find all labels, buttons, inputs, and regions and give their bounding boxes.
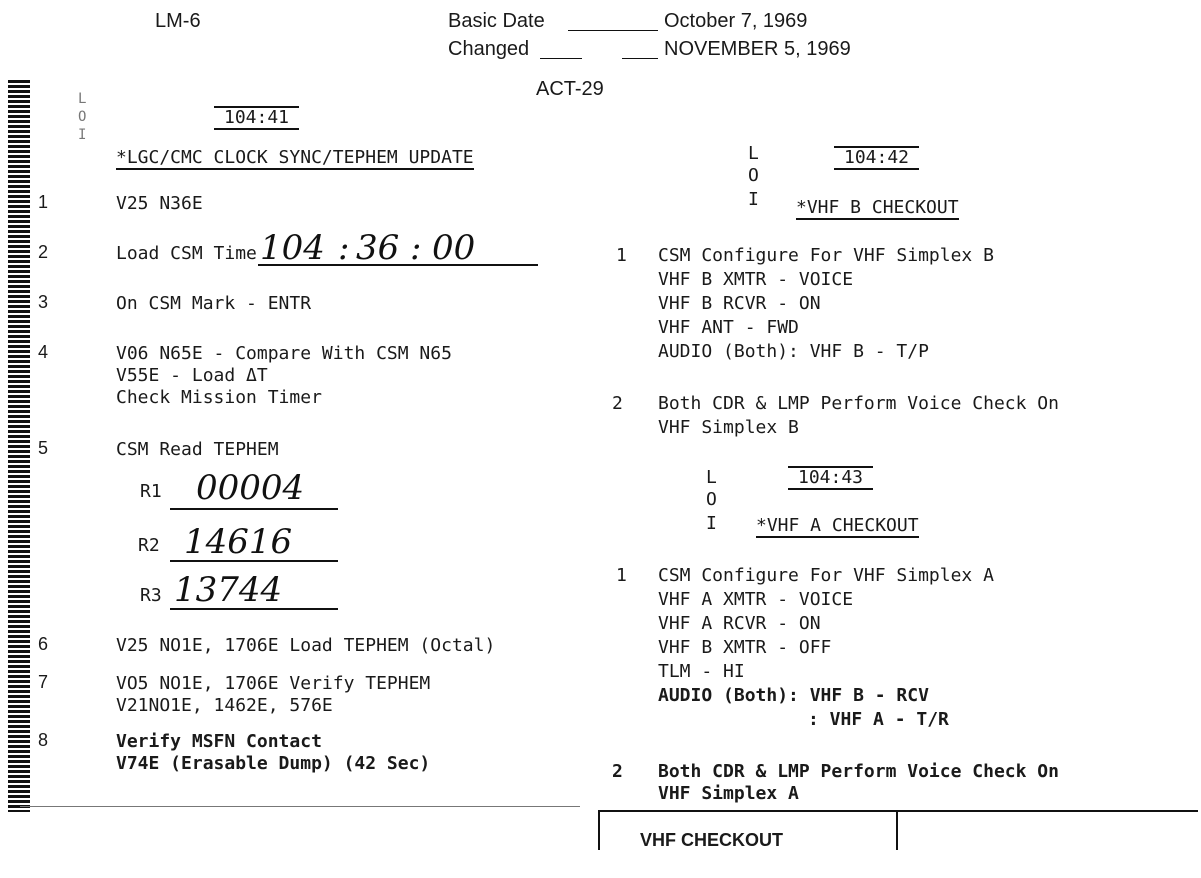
- step-text: CSM Configure For VHF Simplex B: [658, 245, 994, 266]
- step-text: Both CDR & LMP Perform Voice Check On: [658, 761, 1059, 782]
- step-text: CSM Read TEPHEM: [116, 439, 279, 460]
- loi-o: O: [706, 489, 717, 510]
- step-number: 3: [38, 292, 49, 312]
- footer-section-title: VHF CHECKOUT: [640, 830, 783, 850]
- step-text: Check Mission Timer: [116, 387, 322, 408]
- changed-value: NOVEMBER 5, 1969: [664, 38, 851, 60]
- footer-tab-right-edge: [896, 810, 898, 850]
- margin-loi-o: O: [78, 109, 87, 125]
- step-text: VHF A XMTR - VOICE: [658, 589, 854, 610]
- step-number: 1: [38, 192, 49, 212]
- loi-l: L: [748, 143, 759, 164]
- register-value: 14616: [184, 522, 293, 562]
- margin-loi-l: L: [78, 91, 87, 107]
- time-colon: :: [410, 228, 422, 268]
- binding-strip: [8, 80, 30, 812]
- basic-date-value: October 7, 1969: [664, 10, 808, 32]
- register-label: R1: [140, 481, 162, 502]
- step-text: VO5 NO1E, 1706E Verify TEPHEM: [116, 673, 431, 694]
- register-label: R3: [140, 585, 162, 606]
- step-text: V74E (Erasable Dump) (42 Sec): [116, 753, 431, 774]
- basic-date-rule: [568, 30, 658, 31]
- page-code: ACT-29: [536, 78, 604, 100]
- step-text: VHF B RCVR - ON: [658, 293, 821, 314]
- step-number: 5: [38, 438, 49, 458]
- loi-l: L: [706, 467, 717, 488]
- handwritten-minutes: 36: [356, 228, 400, 268]
- footer-rule-right: [598, 810, 1198, 812]
- loi-o: O: [748, 165, 759, 186]
- step-text: On CSM Mark - ENTR: [116, 293, 312, 314]
- step-text: V25 N36E: [116, 193, 203, 214]
- left-section-title: *LGC/CMC CLOCK SYNC/TEPHEM UPDATE: [116, 147, 474, 168]
- register-label: R2: [138, 535, 160, 556]
- step-number: 8: [38, 730, 49, 750]
- handwritten-hours: 104: [260, 228, 325, 268]
- loi-i: I: [706, 513, 717, 534]
- step-text: Verify MSFN Contact: [116, 731, 322, 752]
- step-text: VHF ANT - FWD: [658, 317, 799, 338]
- step-number: 2: [38, 242, 49, 262]
- vhf-b-time-box: 104:42: [834, 146, 919, 170]
- step-text: VHF B XMTR - OFF: [658, 637, 832, 658]
- step-text: Both CDR & LMP Perform Voice Check On: [658, 393, 1059, 414]
- step-text: AUDIO (Both): VHF B - RCV: [658, 685, 929, 706]
- step-text: V21NO1E, 1462E, 576E: [116, 695, 333, 716]
- step-number: 4: [38, 342, 49, 362]
- step-text: TLM - HI: [658, 661, 745, 682]
- step-number: 1: [616, 565, 627, 586]
- changed-label: Changed: [448, 38, 530, 60]
- register-value: 13744: [174, 570, 283, 610]
- step-text: VHF A RCVR - ON: [658, 613, 821, 634]
- step-number: 7: [38, 672, 49, 692]
- step-number: 1: [616, 245, 627, 266]
- step-text: VHF Simplex B: [658, 417, 799, 438]
- margin-loi-i: I: [78, 127, 87, 143]
- step-number: 2: [612, 761, 623, 782]
- left-time-box: 104:41: [214, 106, 299, 130]
- step-number: 6: [38, 634, 49, 654]
- handwritten-seconds: 00: [432, 228, 476, 268]
- footer-tab-left-edge: [598, 810, 600, 850]
- step-text: CSM Configure For VHF Simplex A: [658, 565, 994, 586]
- register-value: 00004: [196, 468, 305, 508]
- load-csm-time-label: Load CSM Time: [116, 243, 257, 264]
- step-text: V55E - Load ΔT: [116, 365, 268, 386]
- step-text: VHF B XMTR - VOICE: [658, 269, 854, 290]
- step-number: 2: [612, 393, 623, 414]
- vhf-a-title: *VHF A CHECKOUT: [756, 515, 919, 536]
- step-text: V06 N65E - Compare With CSM N65: [116, 343, 452, 364]
- changed-rule-2: [622, 58, 658, 59]
- changed-rule-1: [540, 58, 582, 59]
- register-line: [170, 508, 338, 510]
- doc-id: LM-6: [155, 10, 201, 32]
- step-text: : VHF A - T/R: [808, 709, 949, 730]
- vhf-a-time-box: 104:43: [788, 466, 873, 490]
- footer-rule-left: [20, 806, 580, 807]
- time-colon: :: [338, 228, 350, 268]
- basic-date-label: Basic Date: [448, 10, 545, 32]
- step-text: V25 NO1E, 1706E Load TEPHEM (Octal): [116, 635, 496, 656]
- loi-i: I: [748, 189, 759, 210]
- step-text: VHF Simplex A: [658, 783, 799, 804]
- step-text: AUDIO (Both): VHF B - T/P: [658, 341, 929, 362]
- vhf-b-title: *VHF B CHECKOUT: [796, 197, 959, 218]
